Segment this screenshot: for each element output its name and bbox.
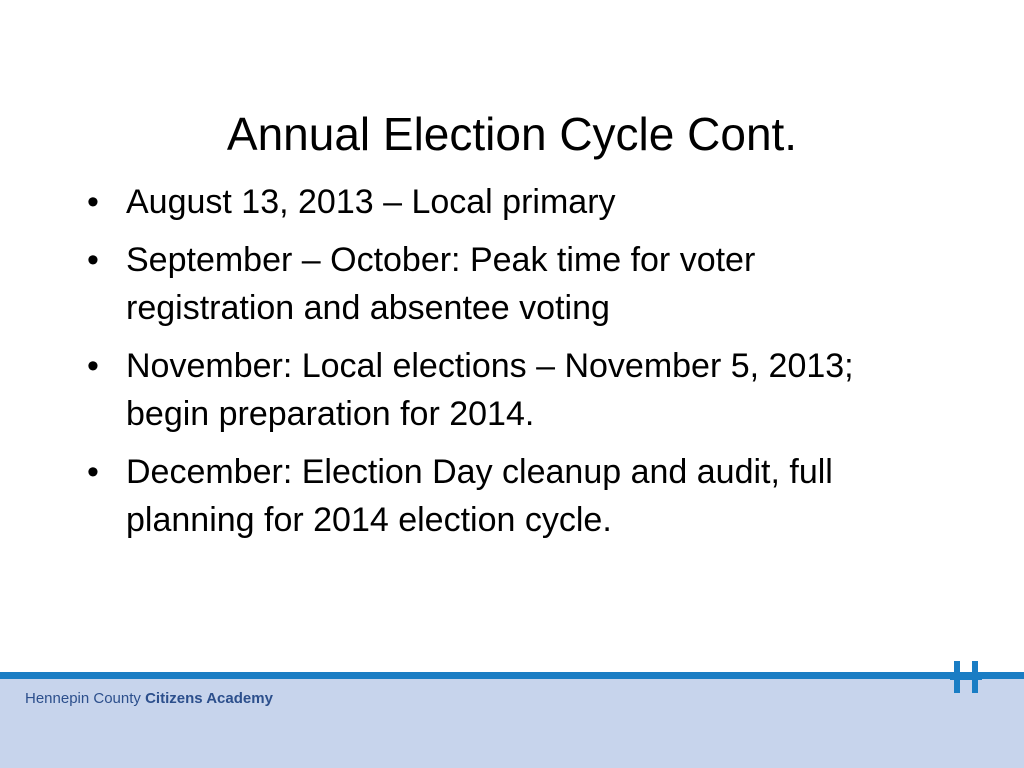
bullet-text: August 13, 2013 – Local primary: [126, 183, 616, 221]
bullet-item: [87, 342, 917, 438]
footer-program-name: Citizens Academy: [145, 690, 273, 707]
footer-org-name: Hennepin County: [25, 690, 141, 707]
hennepin-h-logo-icon: [950, 661, 982, 693]
bullet-list: [87, 178, 917, 554]
bullet-text: November: Local elections – November 5, 2013; begin preparation for 2014.: [126, 347, 854, 433]
bullet-item: [87, 448, 917, 544]
bullet-item: [87, 236, 917, 332]
bullet-text: December: Election Day cleanup and audit, full planning for 2014 election cycle.: [126, 453, 833, 539]
bullet-icon: •: [87, 183, 99, 221]
bullet-item: [87, 178, 917, 226]
footer-branding: [25, 689, 273, 709]
bullet-text: September – October: Peak time for voter registration and absentee voting: [126, 241, 756, 327]
bullet-icon: •: [87, 347, 99, 385]
slide-title: Annual Election Cycle Cont.: [226, 108, 798, 160]
footer-rule: [0, 672, 1024, 679]
bullet-icon: •: [87, 453, 99, 491]
bullet-icon: •: [87, 241, 99, 279]
